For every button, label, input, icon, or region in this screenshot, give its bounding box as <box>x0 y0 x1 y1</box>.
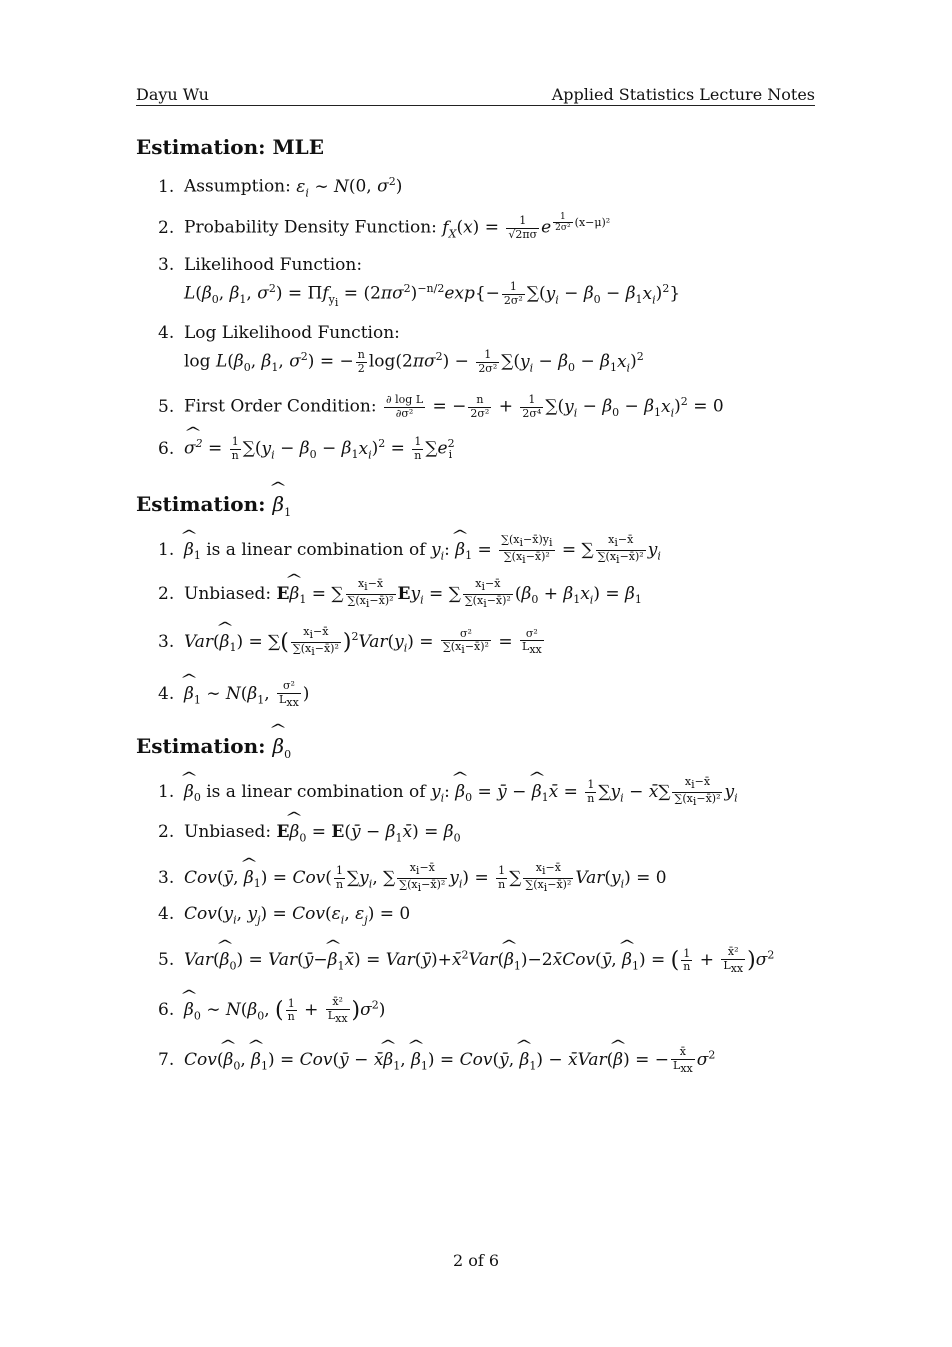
page-header <box>136 85 815 106</box>
beta0-item-2: 2. Unbiased: E^ $\beta_0$ = E(ȳ − $\beta_1x̄) = \beta_0$ <box>158 822 461 844</box>
header-author: Dayu Wu <box>136 85 209 104</box>
beta1-item-1-label: is a linear combination of <box>206 539 426 560</box>
beta1-item-3: 3. Var(^ $\beta_1$) = ∑( $\frac{x_i-x̄}{\sum(x_i-x̄)^2}$ )$^2Var(y_i)$ = $\frac{\text{σ²}}{\sum(x_i-x̄)^2}$ = $\frac{\text{σ²}}{L_{xx}}$ <box>158 626 546 659</box>
mle-item-2-label: Probability Density Function: <box>184 217 437 238</box>
beta1-item-1: 1.^ $\beta_1$ is a linear combination of $y_i$: ^ $\beta_1$ = $\frac{\sum(x_i-x̄)y_i}{\sum(x_i-x̄)^2}$ = ∑ $\frac{x_i-x̄}{\sum(x_i-x̄)^2}$ $y_i$ <box>158 534 661 567</box>
mle-item-1-label: Assumption: <box>184 176 291 197</box>
section-title-prefix: Estimation: <box>136 135 273 159</box>
mle-item-6: 6.^ $\sigma^2$ = $\frac{1}{n}$ $\sum(y_i - \beta_0 - \beta_1x_i)^2$ = $\frac{1}{n}$ $\sum e^2_i$ <box>158 436 452 462</box>
beta0-item-7: 7. Cov(^ $\beta_0$, ^ $\beta_1$) = Cov(ȳ − x̄^ $\beta_1$, ^ $\beta_1$) = Cov(ȳ, ^ $\beta_1$) − x̄Var(^ β) = − $\frac{x̄}{L_{xx}}$ $\sigma^2$ <box>158 1046 715 1075</box>
section-title-beta0: Estimation: ^ $\beta_0$ <box>136 734 291 761</box>
beta0-item-1: 1.^ $\beta_0$ is a linear combination of $y_i$: ^ $\beta_0$ = ȳ − ^ $\beta_1x̄$ = $\frac{1}{n}$ $\sum y_i$ − x̄∑ $\frac{x_i-x̄}{\sum(x_i-x̄)^2}$ $y_i$ <box>158 776 738 809</box>
beta1-item-2: 2. Unbiased: E^ $\beta_1$ = ∑ $\frac{x_i-x̄}{\sum(x_i-x̄)^2}$ $Ey_i$ = ∑ $\frac{x_i-x̄}{\sum(x_i-x̄)^2}$ $(\beta_0 + \beta_1x_i) = \beta_1$ <box>158 578 642 611</box>
section-title-prefix: Estimation: <box>136 734 273 758</box>
beta0-item-2-label: Unbiased: <box>184 822 272 842</box>
mle-item-5-label: First Order Condition: <box>184 396 377 417</box>
beta1-item-4: 4.^ $\beta_1$ ∼ $N(\beta_1$, $\frac{\text{σ²}}{L_{xx}}$ ) <box>158 680 309 709</box>
mle-item-3: 3. Likelihood Function: $L(\beta_0$, $\beta_1$, $\sigma^2) = \Pi f_{y_i} = (2\pi\sigma^2)^{-n/2}\exp\{-$ $\frac{1}{\text{2σ²}}$ $\sum(y_i - \beta_0 - \beta_1x_i)^2$} <box>158 255 681 310</box>
beta0-item-4: 4. $Cov(y_i$, $y_j) = Cov(\varepsilon_i$, $\varepsilon_j) = 0$ <box>158 904 411 927</box>
mle-item-4: 4. Log Likelihood Function: $\log L(\beta_0$, $\beta_1$, $\sigma^2$) = − $\frac{n}{2}$ $\log(2\pi\sigma^2)$ − $\frac{1}{\text{2σ²}}$ $\sum(y_i - \beta_0 - \beta_1x_i)^2$ <box>158 323 644 375</box>
mle-item-3-label: Likelihood Function: <box>184 255 363 275</box>
section-title-mle <box>136 135 324 159</box>
mle-item-5: 5. First Order Condition: $\frac{\text{∂ log L}}{\text{∂σ²}}$ = − $\frac{n}{\text{2σ²}}$ + $\frac{1}{\text{2σ⁴}}$ $\sum(y_i - \beta_0 - \beta_1x_i)^2 = 0$ <box>158 393 724 420</box>
mle-item-1: 1. Assumption: $\varepsilon_i$ ∼ N(0, $\sigma^2$) <box>158 175 403 200</box>
beta1-item-2-label: Unbiased: <box>184 583 272 604</box>
mle-item-4-label: Log Likelihood Function: <box>184 323 400 343</box>
beta0-item-5: 5. Var(^ $\beta_0$) = Var(ȳ−^ $\beta_1x̄$) = Var(ȳ)+x̄$^2$Var(^ $\beta_1)-2x̄Cov(ȳ$, ^ $\beta_1$) = ( $\frac{1}{n}$ + $\frac{\text{x̄²}}{L_{xx}}$ )$\sigma^2$ <box>158 946 774 975</box>
beta0-item-3: 3. Cov(ȳ, ^ $\beta_1) = Cov$( $\frac{1}{n}$ $\sum y_i$, ∑ $\frac{x_i-x̄}{\sum(x_i-x̄)^2}$ $y_i$) = $\frac{1}{n}$ ∑ $\frac{x_i-x̄}{\sum(x_i-x̄)^2}$ $Var(y_i) = 0$ <box>158 862 667 895</box>
section-title-prefix: Estimation: <box>136 492 273 516</box>
page-number: 2 of 6 <box>452 1251 500 1270</box>
mle-item-2: 2. Probability Density Function: $f_X(x)$ = $\frac{1}{√2\pi\sigma}$ e $^{\frac{1}{\text{2σ²}} (x-\mu)^2}$ <box>158 212 611 241</box>
beta0-item-1-label: is a linear combination of <box>206 781 426 802</box>
section-title-beta1: Estimation: ^ $\beta_1$ <box>136 492 291 519</box>
beta0-item-6: 6.^ $\beta_0$ ∼ $N(\beta_0$, ( $\frac{1}{n}$ + $\frac{\text{x̄²}}{L_{xx}}$ )$\sigma^2$) <box>158 996 385 1025</box>
header-title: Applied Statistics Lecture Notes <box>551 85 815 104</box>
section-title-text: MLE <box>272 135 324 159</box>
